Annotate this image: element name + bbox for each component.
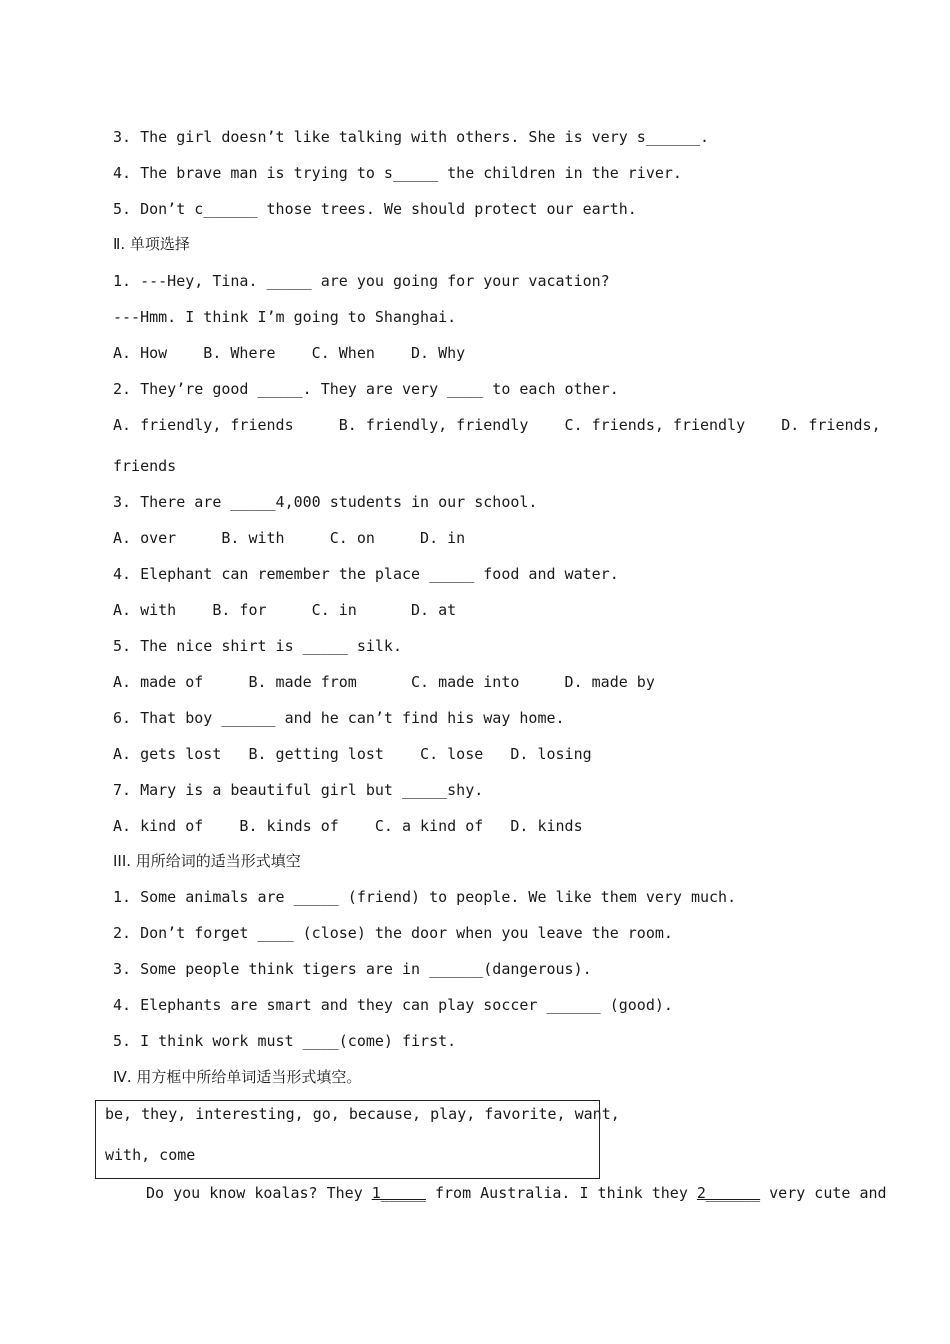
part4-heading: Ⅳ. 用方框中所给单词适当形式填空。 — [113, 1068, 362, 1086]
q1-options: A. How B. Where C. When D. Why — [113, 344, 466, 362]
part3-item-3: 3. Some people think tigers are in ______(dangerous). — [113, 960, 592, 978]
q3-stem: 3. There are _____4,000 students in our school. — [113, 493, 538, 511]
q6-stem: 6. That boy ______ and he can’t find his way home. — [113, 709, 565, 727]
part3-item-5: 5. I think work must ____(come) first. — [113, 1032, 457, 1050]
passage-text-a: Do you know koalas? They — [146, 1184, 372, 1202]
q5-stem: 5. The nice shirt is _____ silk. — [113, 637, 402, 655]
q7-stem: 7. Mary is a beautiful girl but _____shy. — [113, 781, 484, 799]
q2-options: A. friendly, friends B. friendly, friendly C. friends, friendly D. friends, — [113, 416, 881, 434]
q2-stem: 2. They’re good _____. They are very ____ to each other. — [113, 380, 619, 398]
part3-item-4: 4. Elephants are smart and they can play soccer ______ (good). — [113, 996, 673, 1014]
part3-item-1: 1. Some animals are _____ (friend) to people. We like them very much. — [113, 888, 737, 906]
word-bank-box — [95, 1100, 620, 1179]
q5-options: A. made of B. made from C. made into D. made by — [113, 673, 655, 691]
part2-heading: Ⅱ. 单项选择 — [113, 235, 190, 253]
part1-item-5: 5. Don’t c______ those trees. We should protect our earth. — [113, 200, 637, 218]
part1-item-3: 3. The girl doesn’t like talking with others. She is very s______. — [113, 128, 710, 146]
part3-heading: III. 用所给词的适当形式填空 — [113, 852, 301, 870]
word-bank-line-2: with, come — [105, 1146, 196, 1164]
q7-options: A. kind of B. kinds of C. a kind of D. kinds — [113, 817, 583, 835]
passage-line — [146, 1183, 887, 1203]
q1-stem: 1. ---Hey, Tina. _____ are you going for your vacation? — [113, 272, 610, 290]
blank-1: 1_____ — [371, 1184, 426, 1202]
word-bank-line-1: be, they, interesting, go, because, play, favorite, want, — [105, 1105, 620, 1123]
q4-stem: 4. Elephant can remember the place _____ food and water. — [113, 565, 619, 583]
blank-2: 2______ — [696, 1184, 761, 1202]
part1-item-4: 4. The brave man is trying to s_____ the children in the river. — [113, 164, 682, 182]
passage-text-c: very cute and — [760, 1184, 887, 1202]
q6-options: A. gets lost B. getting lost C. lose D. losing — [113, 745, 592, 763]
part3-item-2: 2. Don’t forget ____ (close) the door when you leave the room. — [113, 924, 673, 942]
q2-options-cont: friends — [113, 457, 177, 475]
passage-text-b: from Australia. I think they — [425, 1184, 697, 1202]
q1-reply: ---Hmm. I think I’m going to Shanghai. — [113, 308, 457, 326]
q4-options: A. with B. for C. in D. at — [113, 601, 457, 619]
q3-options: A. over B. with C. on D. in — [113, 529, 466, 547]
